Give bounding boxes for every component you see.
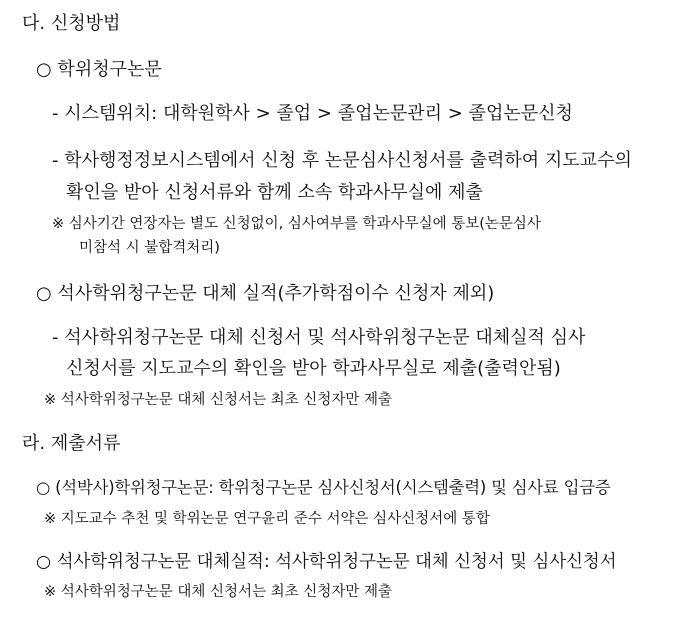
substitute-note: ※ 석사학위청구논문 대체 신청서는 최초 신청자만 제출: [44, 392, 392, 408]
item-thesis-title: ○ 학위청구논문: [36, 59, 162, 80]
extension-note-line2: 미참석 시 불합격처리): [79, 240, 220, 256]
section-heading-documents: 라. 제출서류: [22, 433, 121, 454]
item-substitute-title: ○ 석사학위청구논문 대체 실적(추가학점이수 신청자 제외): [36, 283, 495, 304]
substitute-step-line2: 신청서를 지도교수의 확인을 받아 학과사무실로 제출(출력안됨): [66, 358, 561, 379]
documents-thesis-note: ※ 지도교수 추천 및 학위논문 연구윤리 준수 서약은 심사신청서에 통합: [44, 511, 490, 527]
documents-substitute-note: ※ 석사학위청구논문 대체 신청서는 최초 신청자만 제출: [44, 584, 392, 600]
print-request-step-line1: - 학사행정정보시스템에서 신청 후 논문심사신청서를 출력하여 지도교수의: [52, 150, 632, 171]
documents-thesis-title: ○ (석박사)학위청구논문: 학위청구논문 심사신청서(시스템출력) 및 심사료 입금증: [36, 478, 611, 497]
system-location-step: - 시스템위치: 대학원학사 > 졸업 > 졸업논문관리 > 졸업논문신청: [52, 103, 573, 124]
extension-note-line1: ※ 심사기간 연장자는 별도 신청없이, 심사여부를 학과사무실에 통보(논문심사: [52, 216, 541, 232]
substitute-step-line1: - 석사학위청구논문 대체 신청서 및 석사학위청구논문 대체실적 심사: [52, 327, 586, 348]
section-heading-application-method: 다. 신청방법: [22, 13, 121, 34]
documents-substitute-title: ○ 석사학위청구논문 대체실적: 석사학위청구논문 대체 신청서 및 심사신청서: [36, 552, 617, 572]
print-request-step-line2: 확인을 받아 신청서류와 함께 소속 학과사무실에 제출: [66, 182, 483, 203]
